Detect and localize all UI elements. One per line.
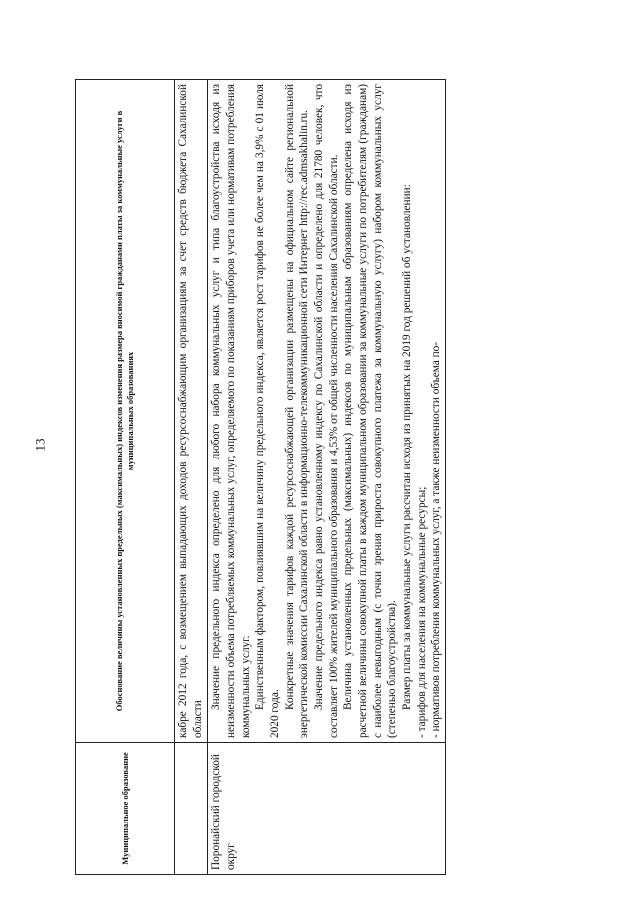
- table-row-continuation: [175, 80, 208, 875]
- paragraph: Единственным фактором, повлиявшим на величину предельного индекса, является рост тарифов не более чем на 3,9% с 01 июля 2020 года.: [254, 84, 282, 738]
- continuation-municipality-cell: [175, 743, 208, 875]
- paragraph: Величина установленных предельных (максимальных) индексов по муниципальным образованиям определена исходя из расчетной величины совокупной платы в каждом муниципальном образовании за коммунальные услуги по потребителям (гражданам) с наиболее невыгодным (с точки зрения прироста совокупного платежа за коммунальную услугу) набором коммунальных услуг (степенью благоустройства).: [342, 84, 399, 738]
- table-header-row: [76, 80, 175, 875]
- justification-cell: [208, 80, 446, 743]
- table-row: [208, 80, 446, 875]
- municipality-cell: Поронайский городской округ: [208, 743, 446, 875]
- header-justification: Обоснование величины установленных предельных (максимальных) индексов изменения размера вносимой гражданами платы за коммунальные услуги в муниципальных образованиях: [76, 80, 175, 743]
- page-number-text: 13: [32, 438, 48, 452]
- municipal-index-table: [75, 79, 446, 875]
- list-item: - нормативов потребления коммунальных услуг, а также неизменности объема по-: [430, 341, 443, 738]
- header-municipality: Муниципальное образование: [76, 743, 175, 875]
- paragraph: Значение предельного индекса равно установленному индексу по Сахалинской области и определено для 21780 человек, что составляет 100% жителей муниципального образования и 4,53% от общей численности населения Сахалинской области.: [313, 84, 340, 738]
- paragraph: Значение предельного индекса определено для любого набора коммунальных услуг и типа благоустройства исходя из неизменности объема потребляемых коммунальных услуг, определяемого по показаниям приборов учета или нормативам потребления коммунальных услуг.: [210, 84, 252, 738]
- list-item: - тарифов для населения на коммунальные ресурсы;: [415, 486, 428, 738]
- continuation-text-cell: кабре 2012 года, с возмещением выпадающих доходов ресурсоснабжающим организациям за счет средств бюджета Сахалинской области: [175, 80, 208, 743]
- rotated-table-container: [75, 80, 585, 875]
- paragraph: Размер платы за коммунальные услуги рассчитан исходя из принятых на 2019 год решений об установлении:: [401, 184, 414, 710]
- paragraph: Конкретные значения тарифов каждой ресурсоснабжающей организации размещены на официальном сайте региональной энергетической комиссии Сахалинской области в информационно-телекоммуникационной сети Интернет http://rec.admsakhalin.ru.: [283, 84, 311, 738]
